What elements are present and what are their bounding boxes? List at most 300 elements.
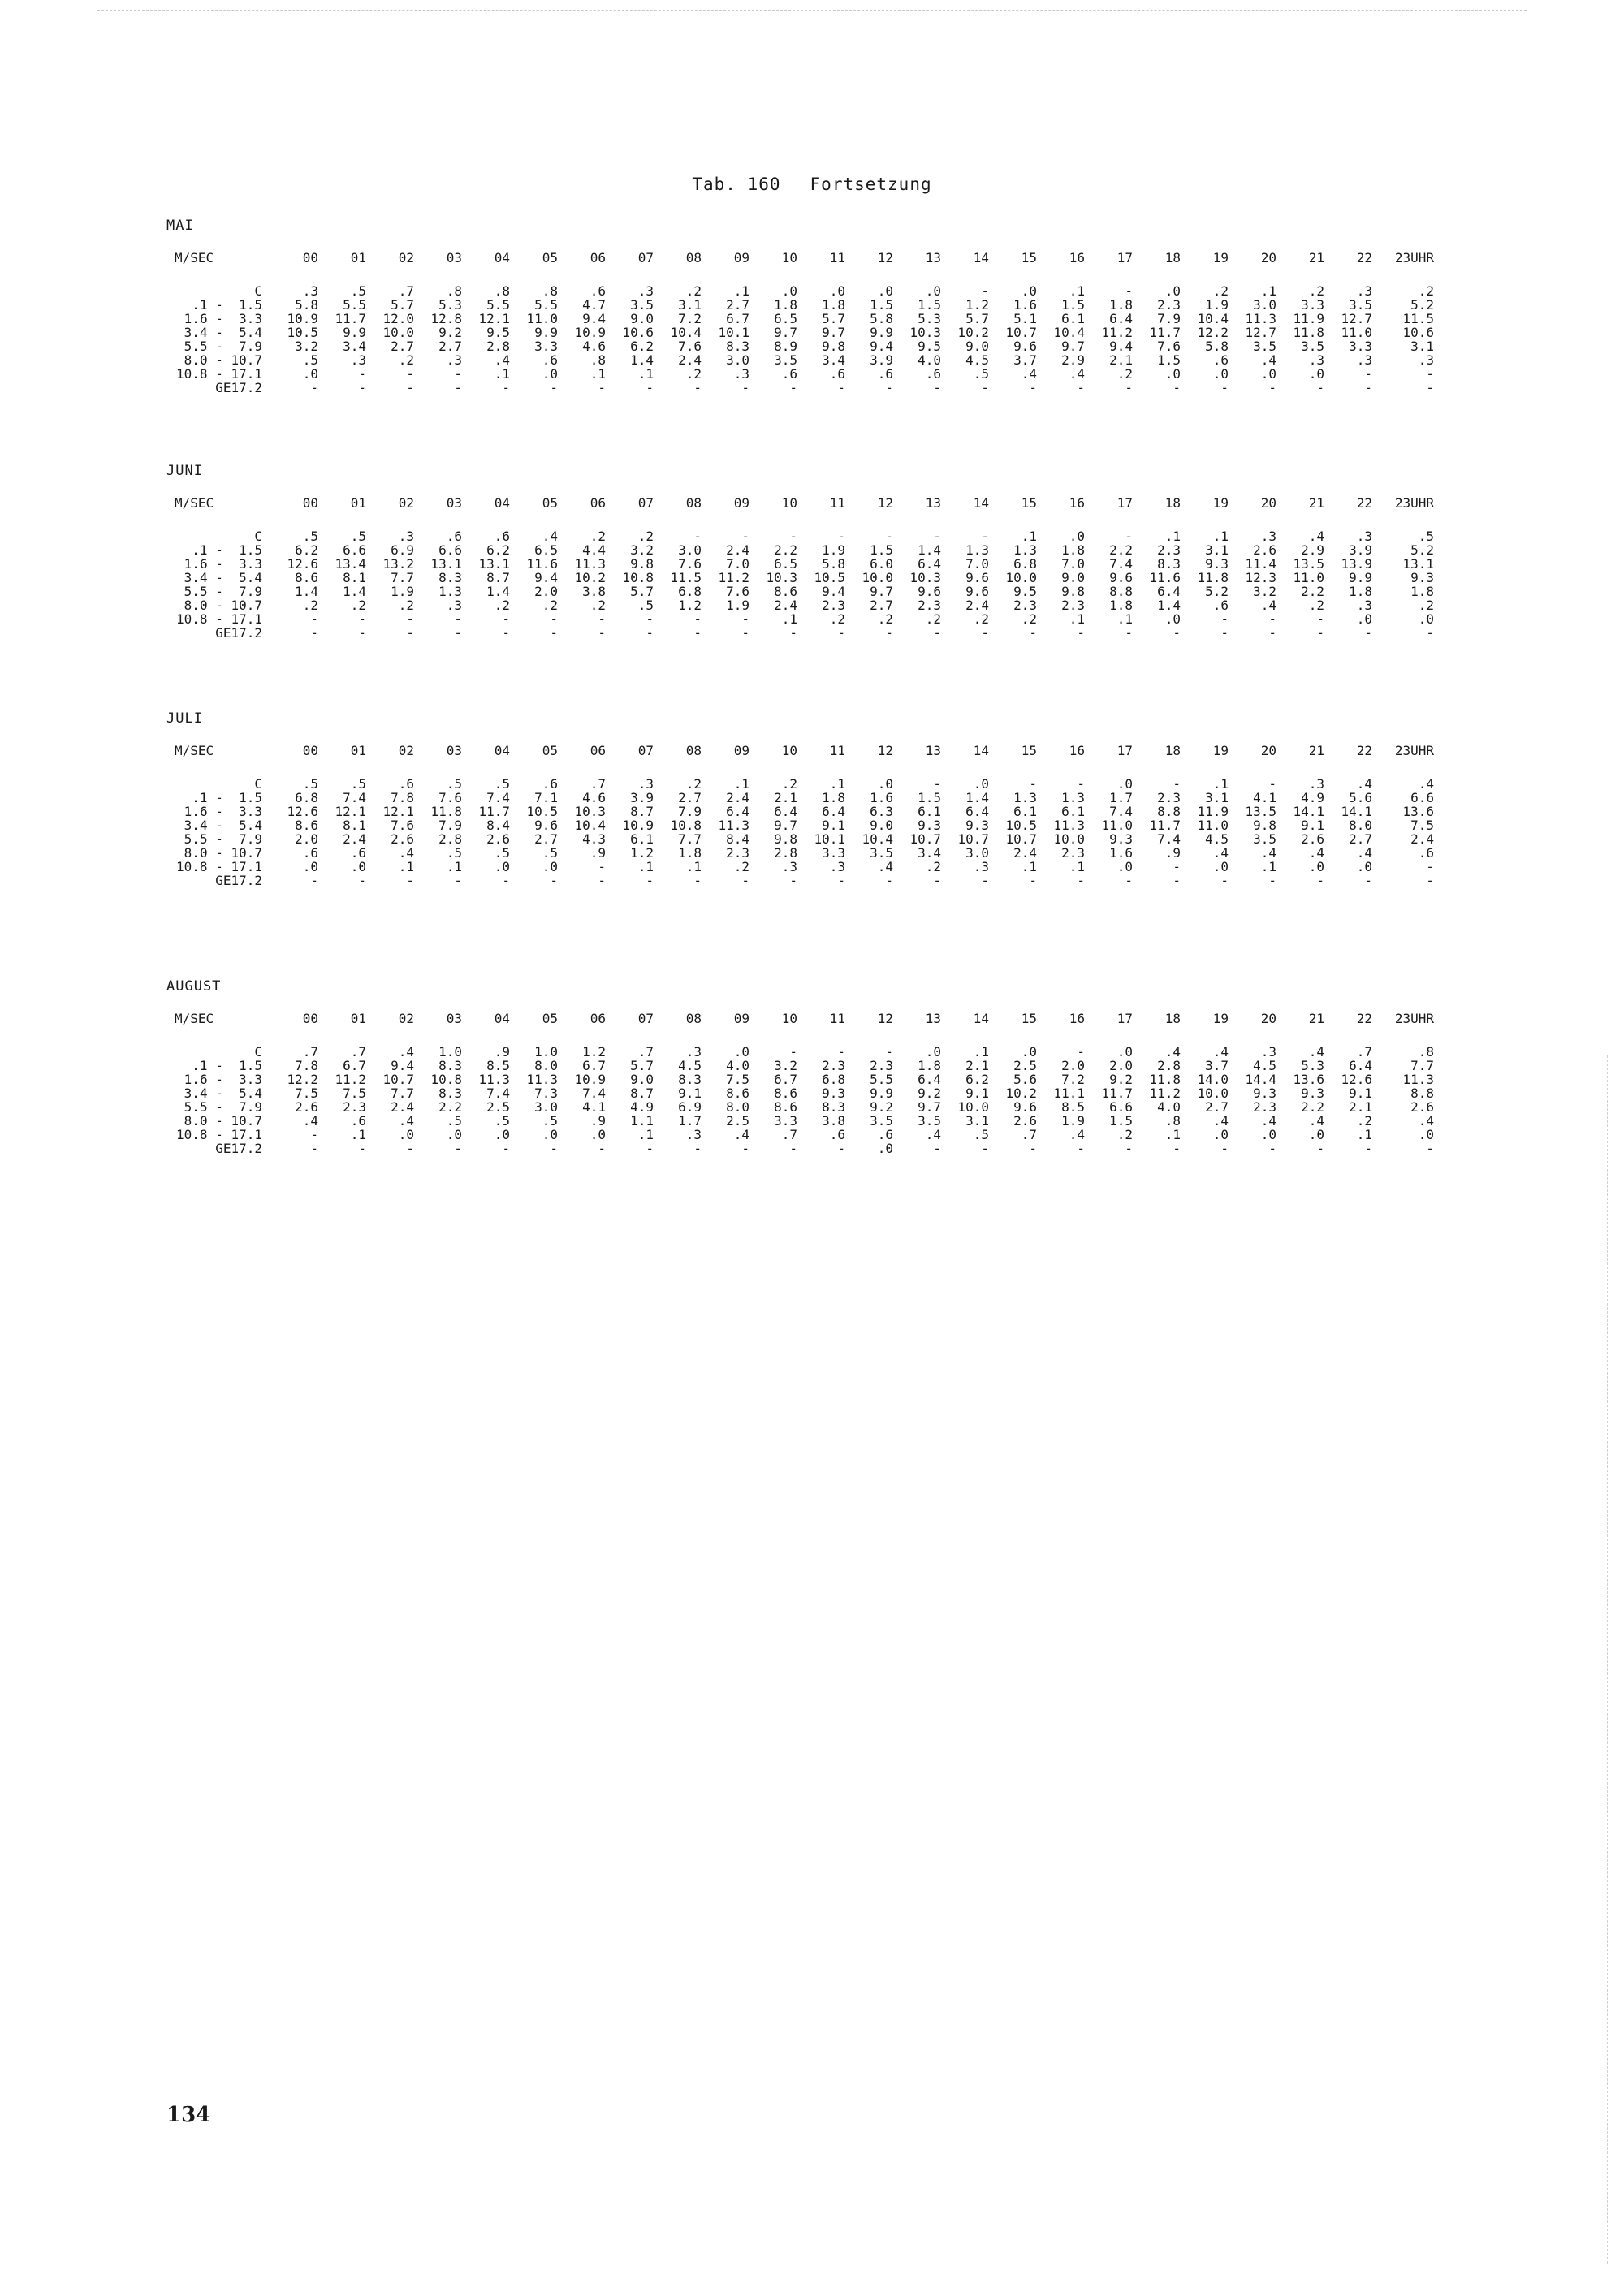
table-cell: 11.0 [1293,570,1324,585]
speed-class-label: 5.5 - 7.9 [184,831,262,847]
table-cell: 2.5 [726,1113,749,1129]
table-cell: - [1173,859,1181,874]
table-cell: 12.8 [430,311,462,326]
table-cell: 9.2 [438,325,462,340]
table-cell: 8.6 [726,1085,749,1101]
table-cell: 8.7 [630,804,654,819]
hour-header: 05 [542,1011,558,1026]
header-row [166,1011,1434,1045]
table-cell: 3.3 [774,1113,797,1129]
table-cell: 2.4 [678,352,702,368]
table-cell: 2.4 [1410,831,1434,847]
table-cell: 6.4 [726,804,749,819]
table-cell: 1.8 [918,1058,941,1073]
table-cell: 9.3 [1253,1085,1276,1101]
table-cell: .6 [829,1127,845,1142]
hour-header: 07 [637,1011,654,1026]
speed-class-label: 5.5 - 7.9 [184,1099,262,1115]
table-cell: .0 [1308,366,1324,382]
table-cell: .6 [542,352,558,368]
table-cell: 1.4 [295,584,318,599]
table-cell: .1 [973,1044,989,1060]
table-cell: .1 [781,611,797,627]
table-cell: - [885,625,893,641]
table-cell: 10.7 [1005,325,1037,340]
table-cell: .2 [302,598,318,613]
table-cell: 6.6 [1410,790,1434,805]
hour-header: 03 [446,250,462,265]
table-cell: 1.3 [1061,790,1085,805]
table-cell: .4 [1418,776,1434,792]
table-cell: 2.6 [1301,831,1324,847]
table-cell: .3 [1260,529,1276,544]
table-cell: 10.9 [574,325,606,340]
table-cell: 9.1 [1301,818,1324,833]
table-cell: 9.0 [1061,570,1085,585]
table-cell: 11.3 [526,1072,558,1087]
table-cell: .6 [350,1113,366,1129]
table-cell: 10.2 [957,325,989,340]
table-cell: - [454,366,462,382]
table-cell: 9.8 [822,339,845,354]
table-cell: .2 [1212,283,1229,299]
table-cell: .4 [1164,1044,1181,1060]
table-cell: 9.9 [870,1085,893,1101]
table-cell: 9.9 [870,325,893,340]
table-cell: 2.8 [1157,1058,1181,1073]
table-cell: 5.8 [822,556,845,572]
table-cell: .0 [398,1127,414,1142]
table-row [166,367,1434,381]
table-cell: - [837,625,845,641]
table-cell: 1.9 [726,598,749,613]
table-cell: 1.2 [630,845,654,861]
table-cell: 5.6 [1349,790,1372,805]
table-cell: 8.1 [343,818,366,833]
table-row [166,571,1434,585]
table-cell: 11.2 [1149,1085,1181,1101]
table-cell: 2.5 [486,1099,510,1115]
table-cell: - [981,283,989,299]
hour-header: 07 [637,743,654,758]
table-cell: .4 [1212,1044,1229,1060]
table-cell: - [550,873,558,888]
table-cell: - [741,625,749,641]
hour-header: 02 [398,250,414,265]
table-cell: .4 [1260,1113,1276,1129]
table-cell: 10.2 [574,570,606,585]
hour-header: 17 [1116,495,1133,511]
table-cell: - [502,873,510,888]
table-cell: 4.6 [582,790,606,805]
hour-header: 09 [733,1011,749,1026]
table-cell: 10.3 [909,325,941,340]
table-cell: - [406,873,414,888]
table-cell: 9.9 [343,325,366,340]
table-cell: 1.8 [1349,584,1372,599]
table-cell: .6 [925,366,941,382]
table-cell: .0 [877,776,893,792]
table-cell: .0 [1308,859,1324,874]
table-cell: 8.0 [534,1058,558,1073]
table-cell: 6.4 [1109,311,1133,326]
table-cell: - [1173,873,1181,888]
table-cell: .4 [1308,845,1324,861]
hour-header: 20 [1260,743,1276,758]
table-cell: 2.6 [486,831,510,847]
table-cell: 8.9 [774,339,797,354]
hour-header: 12 [877,250,893,265]
table-cell: .2 [685,283,702,299]
table-cell: 3.5 [1253,831,1276,847]
table-cell: - [1316,625,1324,641]
table-cell: .3 [1356,598,1372,613]
table-cell: .4 [494,352,510,368]
table-cell: 9.3 [1109,831,1133,847]
table-cell: - [358,625,366,641]
table-cell: 7.6 [391,818,414,833]
speed-class-label: C [254,1044,262,1060]
table-cell: .4 [1021,366,1037,382]
table-cell: 11.5 [1402,311,1434,326]
table-cell: 6.4 [918,1072,941,1087]
table-cell: - [1426,380,1434,395]
table-cell: - [646,873,654,888]
table-cell: .5 [302,776,318,792]
table-cell: .1 [637,366,654,382]
table-cell: .5 [350,776,366,792]
month-section-mai [166,218,1434,395]
table-cell: .5 [637,598,654,613]
table-cell: 6.7 [726,311,749,326]
table-cell: - [1125,283,1133,299]
table-cell: - [1268,1141,1276,1156]
table-cell: .9 [590,1113,606,1129]
speed-class-label: .1 - 1.5 [192,1058,262,1073]
table-cell: 9.9 [534,325,558,340]
table-cell: .7 [1356,1044,1372,1060]
table-cell: 7.6 [438,790,462,805]
table-cell: 5.7 [822,311,845,326]
table-cell: 2.7 [534,831,558,847]
hour-header: 17 [1116,1011,1133,1026]
table-cell: 5.6 [1013,1072,1037,1087]
hour-header: 05 [542,250,558,265]
table-cell: - [1364,380,1372,395]
table-cell: .1 [590,366,606,382]
table-cell: - [358,366,366,382]
table-row [166,626,1434,640]
table-cell: - [550,625,558,641]
table-row [166,1059,1434,1072]
table-cell: 1.6 [1013,297,1037,313]
table-cell: .4 [1069,366,1085,382]
table-cell: .2 [1356,1113,1372,1129]
header-row [166,743,1434,777]
table-cell: 7.6 [1157,339,1181,354]
table-cell: - [358,873,366,888]
table-cell: 7.4 [1109,804,1133,819]
table-cell: 9.5 [1013,584,1037,599]
table-cell: 6.4 [822,804,845,819]
table-cell: .7 [350,1044,366,1060]
table-cell: .0 [494,1127,510,1142]
table-cell: 3.3 [1349,339,1372,354]
table-cell: 6.8 [1013,556,1037,572]
table-cell: - [310,873,318,888]
table-cell: 3.4 [918,845,941,861]
table-cell: 7.5 [726,1072,749,1087]
table-cell: 8.0 [726,1099,749,1115]
table-cell: 7.4 [1157,831,1181,847]
table-cell: .4 [1212,1113,1229,1129]
table-cell: .0 [1116,776,1133,792]
table-cell: 1.9 [1061,1113,1085,1129]
month-name: MAI [166,218,194,234]
table-cell: .3 [1356,283,1372,299]
table-cell: - [789,529,797,544]
table-cell: 13.2 [382,556,414,572]
table-cell: 4.4 [582,542,606,558]
table-cell: - [646,380,654,395]
table-cell: 6.1 [1061,311,1085,326]
table-cell: 2.3 [1157,297,1181,313]
table-cell: 8.3 [438,1085,462,1101]
scan-edge-line [97,10,1527,11]
table-cell: 6.7 [343,1058,366,1073]
table-cell: 1.4 [1157,598,1181,613]
table-cell: 8.3 [678,1072,702,1087]
table-cell: .2 [685,366,702,382]
table-cell: .0 [590,1127,606,1142]
table-cell: 9.3 [822,1085,845,1101]
table-cell: 1.5 [1061,297,1085,313]
table-cell: 3.0 [678,542,702,558]
speed-class-label: 5.5 - 7.9 [184,584,262,599]
hour-header: 06 [590,743,606,758]
table-cell: .0 [925,1044,941,1060]
table-cell: 9.4 [391,1058,414,1073]
table-cell: .5 [446,776,462,792]
table-cell: .6 [398,776,414,792]
table-cell: .2 [637,529,654,544]
table-cell: 10.0 [1053,831,1085,847]
table-cell: 4.5 [965,352,989,368]
table-cell: .5 [446,1113,462,1129]
table-cell: 2.7 [438,339,462,354]
table-cell: 10.4 [574,818,606,833]
table-cell: - [741,611,749,627]
table-cell: 2.3 [1061,845,1085,861]
table-row [166,557,1434,571]
table-cell: 6.2 [295,542,318,558]
hour-header: 20 [1260,250,1276,265]
table-cell: 9.5 [486,325,510,340]
table-cell: .1 [494,366,510,382]
table-cell: .6 [350,845,366,861]
table-cell: 9.8 [1061,584,1085,599]
wind-frequency-table [166,743,1434,887]
table-cell: 10.4 [670,325,702,340]
speed-class-label: 8.0 - 10.7 [184,598,262,613]
table-cell: - [933,380,941,395]
speed-class-label: 3.4 - 5.4 [184,570,262,585]
table-cell: 10.8 [430,1072,462,1087]
hour-header: 00 [302,743,318,758]
table-cell: 2.6 [1013,1113,1037,1129]
table-cell: - [885,380,893,395]
speed-class-label: 1.6 - 3.3 [184,1072,262,1087]
table-cell: - [406,1141,414,1156]
table-cell: 6.5 [774,556,797,572]
table-cell: .6 [1418,845,1434,861]
table-cell: 12.7 [1341,311,1372,326]
table-cell: 6.2 [486,542,510,558]
table-cell: 6.4 [1349,1058,1372,1073]
table-cell: .1 [1164,529,1181,544]
table-cell: 6.5 [774,311,797,326]
table-cell: 8.1 [343,570,366,585]
table-cell: 10.8 [670,818,702,833]
table-cell: 13.1 [478,556,510,572]
table-cell: 2.1 [1349,1099,1372,1115]
table-cell: 1.5 [870,542,893,558]
table-cell: .4 [925,1127,941,1142]
table-cell: 2.2 [1301,584,1324,599]
table-cell: .6 [877,1127,893,1142]
table-cell: .2 [925,859,941,874]
table-cell: - [1029,625,1037,641]
table-cell: 10.9 [574,1072,606,1087]
hour-header: 08 [685,250,702,265]
table-cell: .4 [398,1044,414,1060]
table-cell: 9.5 [918,339,941,354]
table-cell: .5 [446,845,462,861]
table-cell: 2.7 [391,339,414,354]
table-cell: 8.6 [295,570,318,585]
table-cell: .1 [446,859,462,874]
table-cell: 13.6 [1402,804,1434,819]
table-cell: 5.1 [1013,311,1037,326]
table-cell: .7 [590,776,606,792]
table-cell: - [1426,859,1434,874]
hour-header: 20 [1260,495,1276,511]
table-cell: - [598,859,606,874]
table-continuation: Fortsetzung [810,175,932,194]
table-cell: 9.3 [1301,1085,1324,1101]
table-cell: - [933,625,941,641]
table-cell: 9.0 [630,1072,654,1087]
hour-header: 11 [829,1011,845,1026]
table-cell: 1.8 [1410,584,1434,599]
table-row [166,860,1434,874]
table-cell: .2 [398,352,414,368]
table-cell: 6.6 [343,542,366,558]
table-cell: .1 [350,1127,366,1142]
unit-label: M/SEC [175,495,214,511]
table-cell: 6.7 [582,1058,606,1073]
table-cell: 11.7 [335,311,366,326]
table-cell: 3.1 [1205,542,1229,558]
table-cell: .2 [1418,283,1434,299]
table-cell: .5 [973,1127,989,1142]
hour-header: 07 [637,495,654,511]
table-cell: 3.9 [1349,542,1372,558]
hour-header: 10 [781,1011,797,1026]
table-cell: .0 [1356,859,1372,874]
table-cell: .0 [1308,1127,1324,1142]
table-cell: 2.6 [295,1099,318,1115]
table-cell: 2.1 [965,1058,989,1073]
hour-header: 00 [302,495,318,511]
table-cell: 8.3 [438,1058,462,1073]
table-cell: 6.5 [534,542,558,558]
table-cell: 1.3 [1013,790,1037,805]
table-cell: - [885,529,893,544]
table-cell: .3 [733,366,749,382]
table-cell: 12.6 [287,556,318,572]
table-cell: 9.4 [822,584,845,599]
table-cell: 1.1 [630,1113,654,1129]
hour-header: 13 [925,1011,941,1026]
hour-header: 16 [1069,250,1085,265]
table-cell: 10.7 [957,831,989,847]
table-cell: .3 [1356,529,1372,544]
table-cell: 11.3 [574,556,606,572]
hour-header: 06 [590,250,606,265]
table-cell: .0 [1164,611,1181,627]
wind-frequency-table [166,495,1434,640]
table-cell: 9.6 [965,570,989,585]
table-cell: 14.1 [1293,804,1324,819]
table-cell: 11.0 [526,311,558,326]
table-cell: - [789,380,797,395]
hour-header: 08 [685,743,702,758]
hour-header: 01 [350,743,366,758]
table-cell: .2 [590,529,606,544]
table-cell: 2.2 [438,1099,462,1115]
table-row [166,791,1434,805]
table-cell: 12.3 [1245,570,1276,585]
table-cell: 1.3 [438,584,462,599]
table-cell: 1.8 [1109,598,1133,613]
table-cell: 2.2 [1109,542,1133,558]
table-cell: 4.0 [1157,1099,1181,1115]
table-cell: 11.9 [1197,804,1229,819]
table-cell: 9.7 [774,818,797,833]
hour-header: 09 [733,743,749,758]
table-cell: - [1426,625,1434,641]
table-cell: 2.1 [774,790,797,805]
table-cell: 9.8 [1253,818,1276,833]
table-cell: 5.5 [486,297,510,313]
hour-header: 01 [350,250,366,265]
table-cell: 5.3 [1301,1058,1324,1073]
table-cell: 7.4 [486,1085,510,1101]
table-cell: .8 [446,283,462,299]
table-cell: 2.4 [1013,845,1037,861]
table-cell: 8.0 [1349,818,1372,833]
table-cell: - [1220,1141,1229,1156]
hour-header: 16 [1069,743,1085,758]
table-cell: .0 [1260,366,1276,382]
table-cell: 11.0 [1101,818,1133,833]
table-cell: .4 [542,529,558,544]
table-cell: .1 [1069,283,1085,299]
table-cell: 10.9 [287,311,318,326]
table-cell: .9 [1164,845,1181,861]
table-cell: .5 [350,283,366,299]
